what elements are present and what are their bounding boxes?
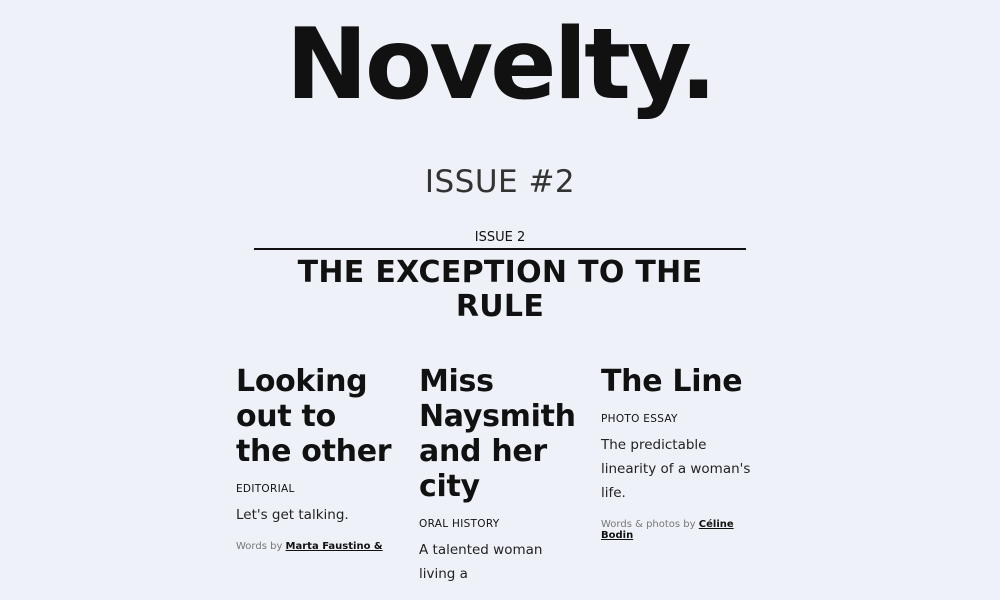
article-title-link[interactable]: Looking out to the other xyxy=(236,364,392,469)
issue-block xyxy=(254,228,746,324)
article-list xyxy=(236,364,776,582)
article-card xyxy=(419,364,579,600)
article-category: ORAL HISTORY xyxy=(419,518,500,530)
article-category: PHOTO ESSAY xyxy=(601,413,678,425)
article-card xyxy=(601,364,761,541)
article-title-link[interactable]: The Line xyxy=(601,364,743,399)
article-description: The predictable linearity of a woman's life. xyxy=(601,437,751,501)
credit-author-link[interactable]: Céline Bodin xyxy=(601,519,734,541)
credit-prefix: Words by xyxy=(236,541,283,552)
issue-label: ISSUE 2 xyxy=(474,230,526,245)
issue-title-link[interactable]: THE EXCEPTION TO THE RULE xyxy=(297,255,703,324)
site-logo[interactable]: Novelty. xyxy=(285,8,715,122)
credit-prefix: Words & photos by xyxy=(601,519,696,530)
credit-author-link[interactable]: Marta Faustino & xyxy=(285,541,383,552)
article-title-link[interactable]: Miss Naysmith and her city xyxy=(419,364,576,504)
article-description: Let's get talking. xyxy=(236,507,349,523)
article-card xyxy=(236,364,396,552)
article-credit xyxy=(601,519,761,541)
issue-heading: ISSUE #2 xyxy=(424,164,576,200)
article-description: A talented woman living a xyxy=(419,542,543,582)
article-credit xyxy=(236,541,396,552)
issue-divider xyxy=(254,248,746,250)
article-category: EDITORIAL xyxy=(236,483,295,495)
